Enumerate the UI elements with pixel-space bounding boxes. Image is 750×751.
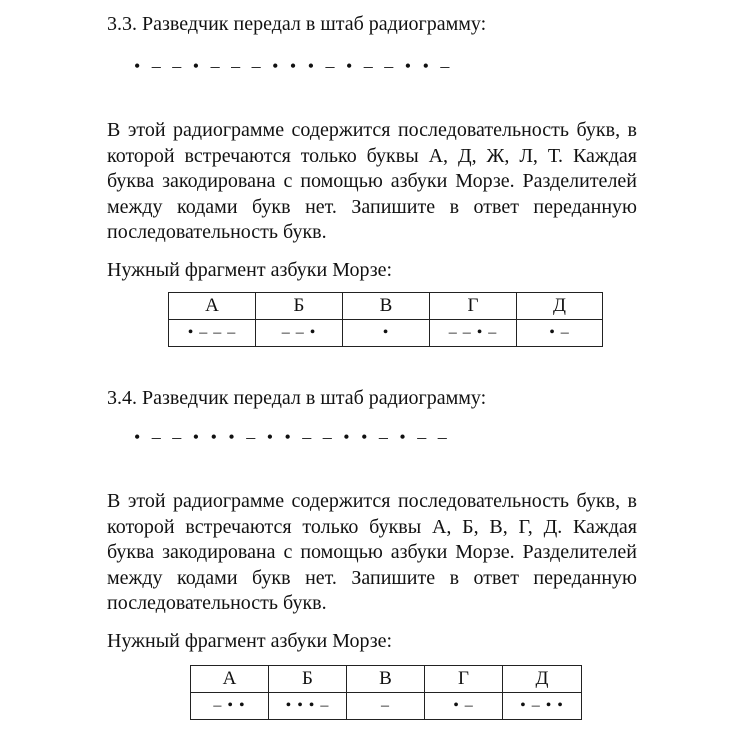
table-header-row — [169, 293, 603, 320]
table-code-cell: • – — [517, 320, 603, 347]
table-code-row — [191, 693, 582, 720]
table-header-cell: А — [169, 293, 256, 320]
table-header-cell: Б — [256, 293, 343, 320]
problem-3-4-fragment-label: Нужный фрагмент азбуки Морзе: — [107, 630, 393, 652]
table-code-cell: • – – – — [169, 320, 256, 347]
problem-3-3-text: В этой радиограмме содержится последовательность букв, в которой встречаются только буквы А, Д, Ж, Л, Т. Каждая буква закодирована с помощью азбуки Морзе. Разделителей между кодами букв нет. Запишите в ответ переданную последовательность букв. — [107, 119, 637, 243]
table-header-row — [191, 666, 582, 693]
table-code-cell: – • • — [191, 693, 269, 720]
table-code-cell: • — [343, 320, 430, 347]
table-header-cell: Д — [503, 666, 582, 693]
table-header-cell: Г — [425, 666, 503, 693]
table-code-cell: • • • – — [269, 693, 347, 720]
table-header-cell: А — [191, 666, 269, 693]
problem-3-4-morse-table — [190, 665, 582, 720]
table-header-cell: Г — [430, 293, 517, 320]
table-header-cell: Д — [517, 293, 603, 320]
table-code-cell: • – • • — [503, 693, 582, 720]
table-code-cell: – – • – — [430, 320, 517, 347]
problem-3-4-title: 3.4. Разведчик передал в штаб радиограмму: — [107, 387, 487, 409]
problem-3-3-fragment-label: Нужный фрагмент азбуки Морзе: — [107, 259, 393, 281]
table-code-cell: • – — [425, 693, 503, 720]
table-header-cell: Б — [269, 666, 347, 693]
table-code-cell: – – • — [256, 320, 343, 347]
table-code-cell: – — [347, 693, 425, 720]
problem-3-3-title: 3.3. Разведчик передал в штаб радиограмму: — [107, 13, 487, 35]
problem-3-4-radiogram: • – – • • • – • • – – • • – • – – — [134, 427, 449, 447]
problem-3-3-radiogram: • – – • – – – • • • – • – – • • – — [134, 56, 452, 76]
table-header-cell: В — [347, 666, 425, 693]
table-header-cell: В — [343, 293, 430, 320]
problem-3-4-text: В этой радиограмме содержится последовательность букв, в которой встречаются только буквы А, Б, В, Г, Д. Каждая буква закодирована с помощью азбуки Морзе. Разделителей между кодами букв нет. Запишите в ответ переданную последовательность букв. — [107, 490, 637, 614]
table-code-row — [169, 320, 603, 347]
problem-3-3-morse-table — [168, 292, 603, 347]
